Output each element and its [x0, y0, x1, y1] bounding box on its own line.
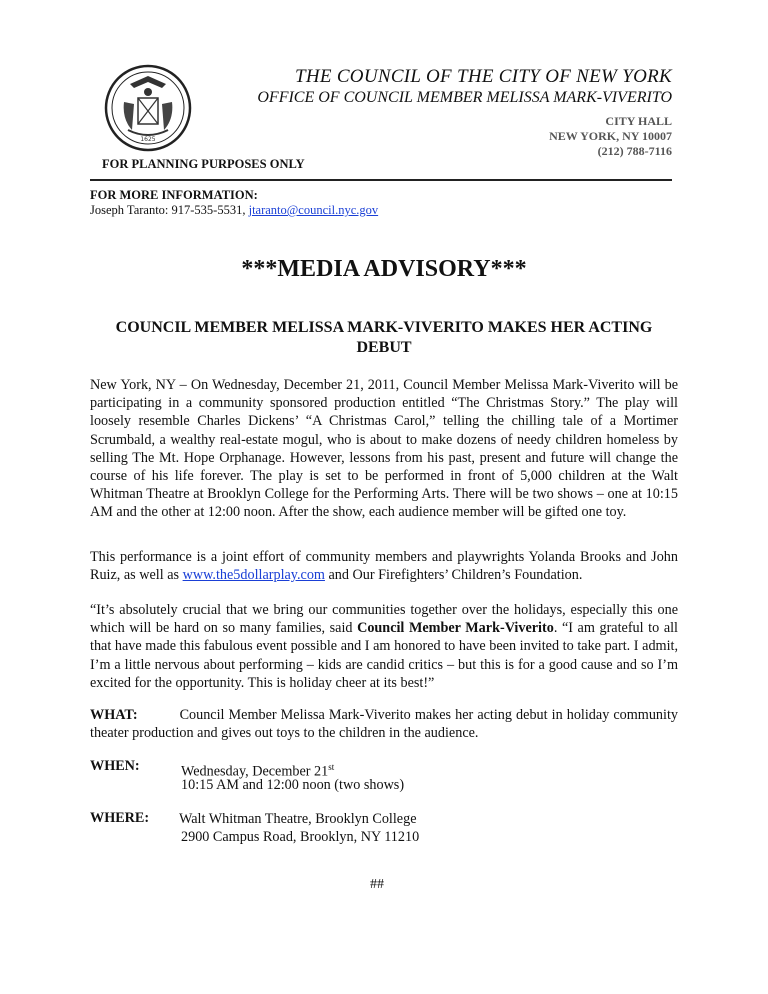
advisory-title: ***MEDIA ADVISORY***: [241, 256, 527, 282]
contact-line: [90, 203, 378, 218]
body-paragraph-2: [90, 548, 678, 584]
header-divider: [90, 179, 672, 181]
quote-post: . “I am grateful to all that have made this fabulous event possible and I am honored to have been invited to take part. I admit, I’m a little nervous about performing – kids are candid critics – but this is for a good cause and so I’m excited for the opportunity. This is holiday cheer at its best!”: [90, 620, 678, 691]
where-address: 2900 Campus Road, Brooklyn, NY 11210: [181, 829, 420, 845]
council-title: THE COUNCIL OF THE CITY OF NEW YORK: [294, 66, 672, 87]
quote-speaker: Council Member Mark-Viverito: [357, 620, 554, 637]
seal-year: 1625: [140, 136, 156, 143]
where-venue: Walt Whitman Theatre, Brooklyn College: [179, 811, 417, 827]
para2-pre: This performance is a joint effort of community members and playwrights Yolanda Brooks and John Ruiz, as well as: [90, 549, 678, 584]
when-times: 10:15 AM and 12:00 noon (two shows): [181, 777, 405, 793]
end-mark: ##: [370, 877, 384, 892]
planning-note: FOR PLANNING PURPOSES ONLY: [102, 157, 305, 171]
para2-post: and Our Firefighters’ Children’s Foundation.: [324, 567, 583, 584]
address-line-3: (212) 788-7116: [597, 144, 672, 158]
contact-heading: FOR MORE INFORMATION:: [90, 188, 258, 202]
body-paragraph-1-text: New York, NY – On Wednesday, December 21, 2011, Council Member Melissa Mark-Viverito will be participating in a community sponsored production entitled “The Christmas Story.” The play will loosely resemble Charles Dickens’ “A Christmas Carol,” telling the chilling tale of a Mortimer Scrumbald, a wealthy real-estate mogul, who is about to make dozens of needy children homeless by selling The Mt. Hope Orphanage. However, lessons from his past, present and future will change the course of his life forever. The play is set to be performed in front of 5,000 children at the Walt Whitman Theatre at Brooklyn College for the Performing Arts. There will be two shows – one at 10:15 AM and the other at 12:00 noon. After the show, each audience member will be gifted one toy.: [90, 377, 678, 521]
quote-paragraph: [90, 601, 678, 692]
address-line-1: CITY HALL: [605, 114, 672, 128]
what-text: Council Member Melissa Mark-Viverito makes her acting debut in holiday community theater production and gives out toys to the children in the audience.: [90, 707, 678, 742]
city-seal-icon: [104, 64, 192, 152]
what-block: [90, 706, 678, 742]
body-paragraph-1: [90, 376, 678, 522]
quote-pre: “It’s absolutely crucial that we bring our communities together over the holidays, especially this one which will be hard on so many families, said: [90, 602, 678, 637]
contact-email-link[interactable]: jtaranto@council.nyc.gov: [248, 203, 379, 217]
contact-name-phone: Joseph Taranto: 917-535-5531,: [90, 203, 249, 217]
office-title: OFFICE OF COUNCIL MEMBER MELISSA MARK-VIVERITO: [257, 89, 672, 106]
when-label: WHEN:: [90, 758, 140, 774]
website-link[interactable]: www.the5dollarplay.com: [182, 567, 325, 584]
address-line-2: NEW YORK, NY 10007: [549, 129, 672, 143]
where-label: WHERE:: [90, 810, 150, 826]
when-date: Wednesday, December 21: [181, 763, 329, 780]
when-date-suffix: st: [328, 762, 335, 772]
what-label: WHAT:: [90, 707, 138, 723]
headline: COUNCIL MEMBER MELISSA MARK-VIVERITO MAKES HER ACTING DEBUT: [115, 319, 653, 356]
